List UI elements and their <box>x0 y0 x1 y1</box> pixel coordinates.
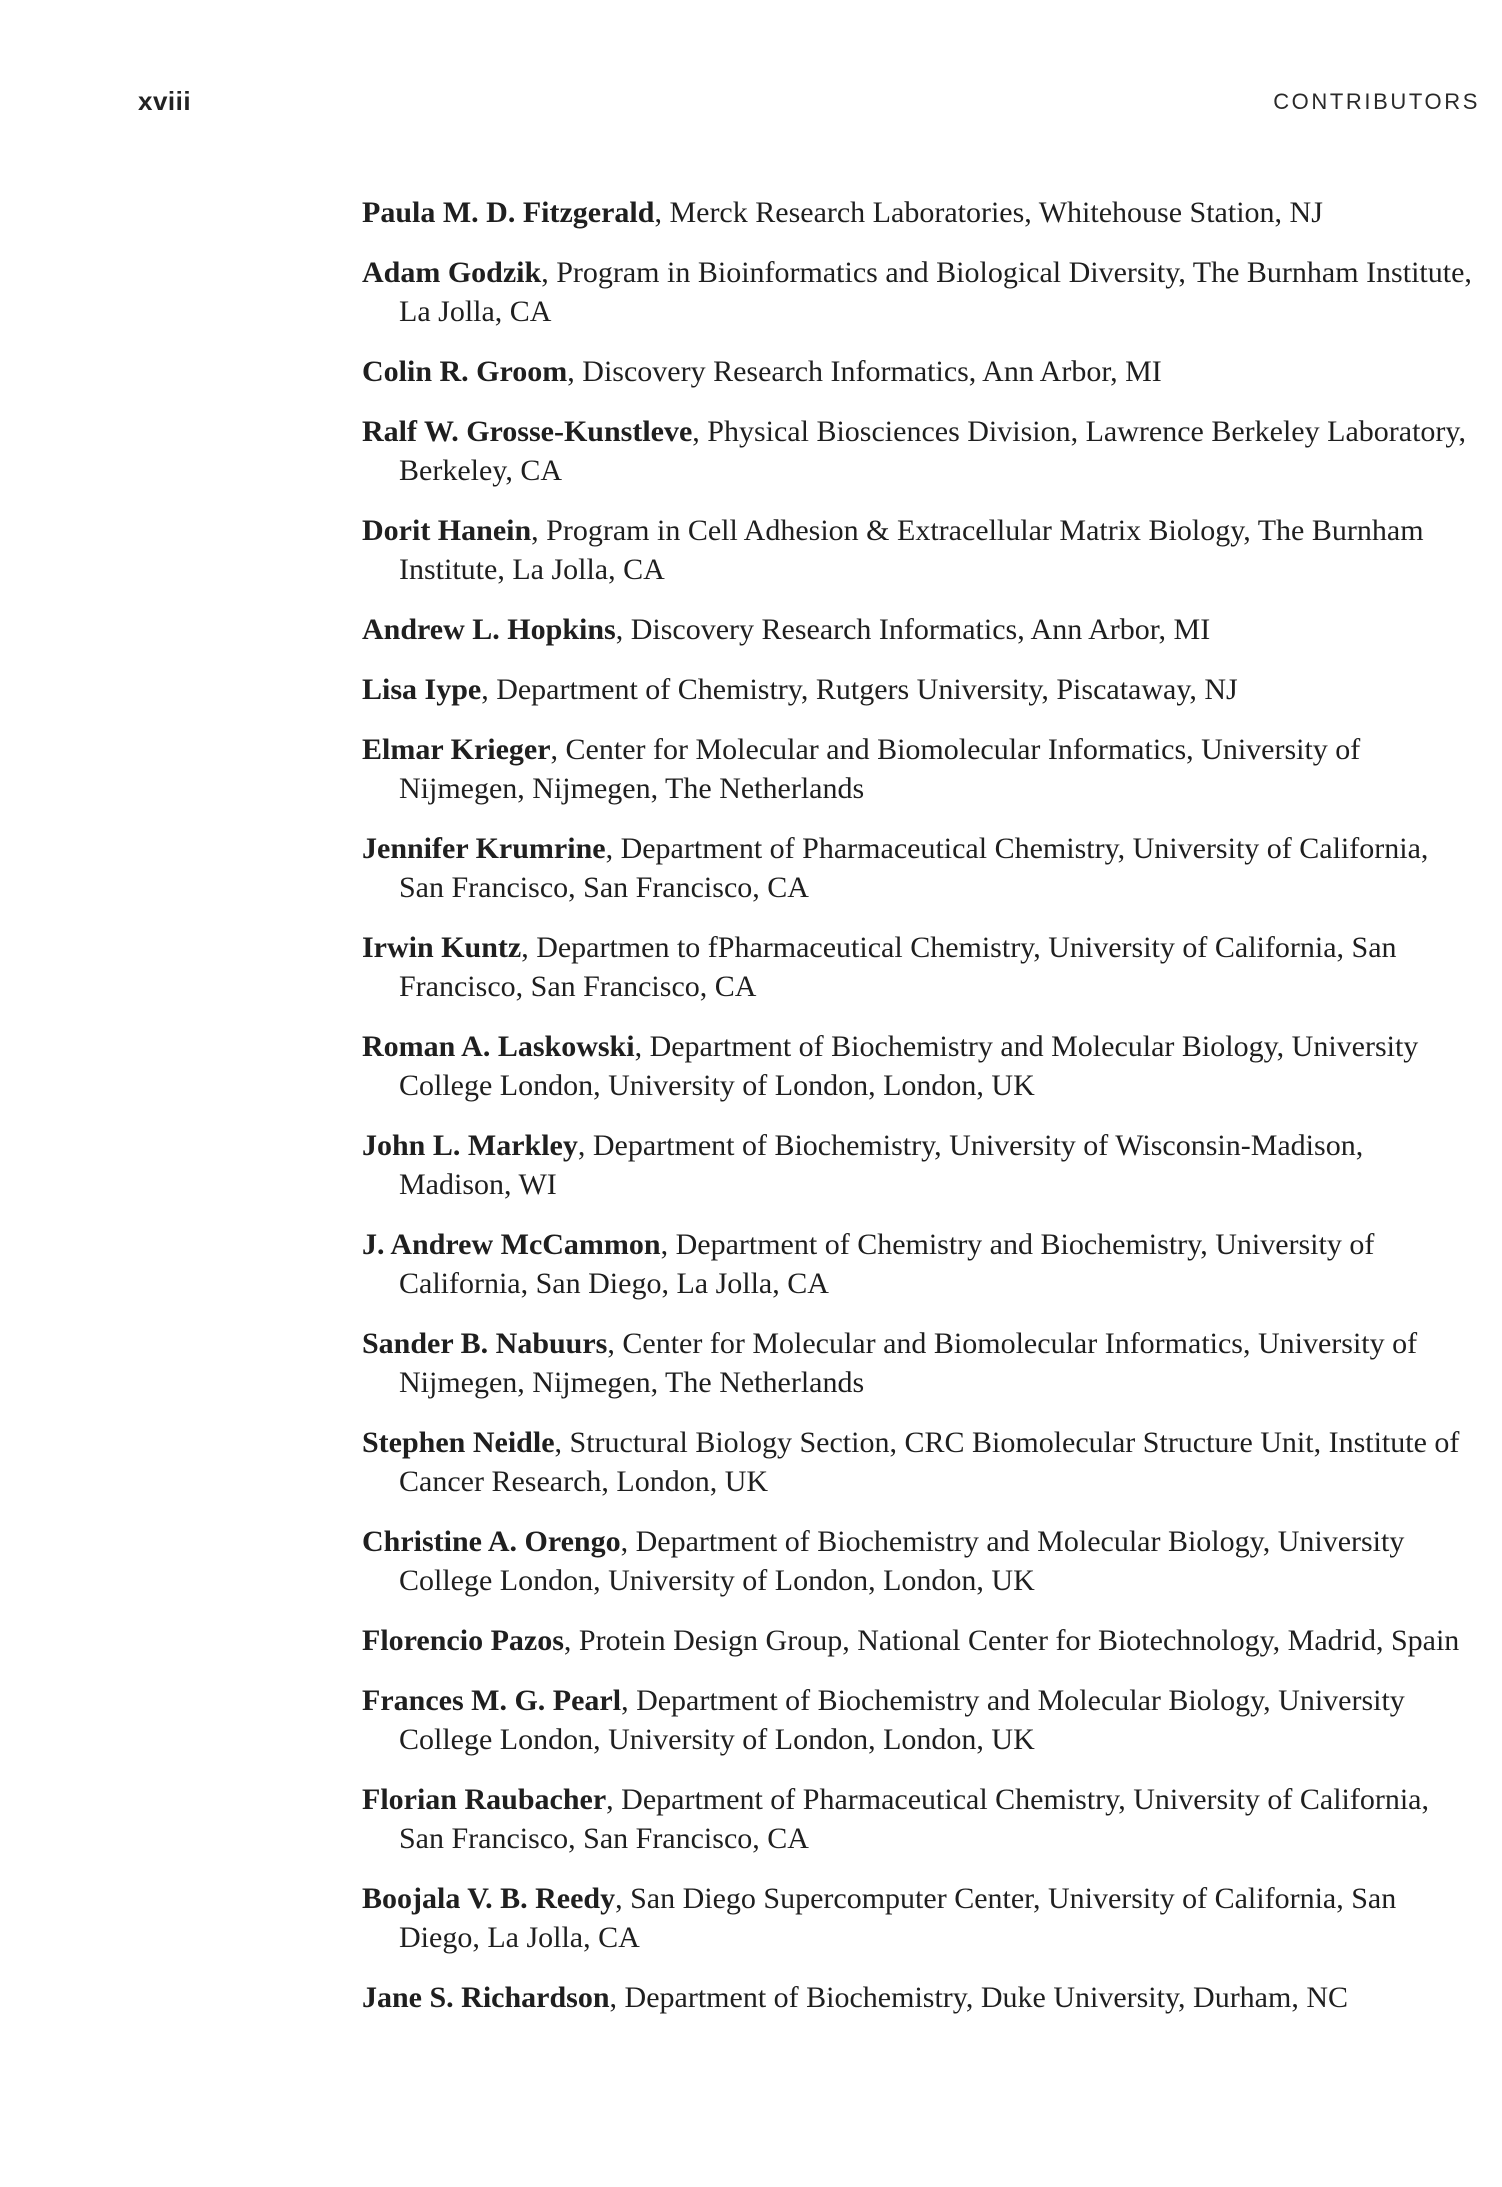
contributor-affiliation: Program in Cell Adhesion & Extracellular Matrix Biology, The Burnham Institute, La Jolla, CA <box>399 514 1424 586</box>
contributor-affiliation: Department of Chemistry and Biochemistry, University of California, San Diego, La Jolla, CA <box>399 1228 1375 1300</box>
running-head: CONTRIBUTORS <box>1273 89 1480 114</box>
contributor-affiliation: Department of Biochemistry and Molecular Biology, University College London, University of London, London, UK <box>399 1030 1419 1102</box>
contributor-name: Adam Godzik <box>362 256 542 289</box>
contributor-affiliation: Department of Biochemistry and Molecular Biology, University College London, University of London, London, UK <box>399 1525 1405 1597</box>
contributor-affiliation: Center for Molecular and Biomolecular Informatics, University of Nijmegen, Nijmegen, The Netherlands <box>399 733 1361 805</box>
contributor-affiliation: Department of Biochemistry and Molecular Biology, University College London, University of London, London, UK <box>399 1684 1405 1756</box>
contributor-affiliation: Discovery Research Informatics, Ann Arbor, MI <box>582 355 1162 388</box>
contributor-affiliation: Merck Research Laboratories, Whitehouse Station, NJ <box>669 196 1323 229</box>
contributor-affiliation: San Diego Supercomputer Center, University of California, San Diego, La Jolla, CA <box>399 1882 1397 1954</box>
contributor-affiliation: Program in Bioinformatics and Biological Diversity, The Burnham Institute, La Jolla, CA <box>399 256 1472 328</box>
contributor-affiliation: Department of Biochemistry, Duke University, Durham, NC <box>624 1981 1349 2014</box>
contributor-name: Colin R. Groom <box>362 355 568 388</box>
contributor-affiliation: Department of Biochemistry, University of Wisconsin-Madison, Madison, WI <box>399 1129 1364 1201</box>
contributor-entry: Florencio Pazos, Protein Design Group, National Center for Biotechnology, Madrid, Spain <box>362 1624 1460 1657</box>
contributor-name: Dorit Hanein <box>362 514 532 547</box>
contributor-entry: Andrew L. Hopkins, Discovery Research Informatics, Ann Arbor, MI <box>362 613 1211 646</box>
contributor-affiliation: Discovery Research Informatics, Ann Arbor, MI <box>630 613 1211 646</box>
contributor-affiliation: Department of Chemistry, Rutgers University, Piscataway, NJ <box>496 673 1238 706</box>
contributor-affiliation: Protein Design Group, National Center for Biotechnology, Madrid, Spain <box>578 1624 1460 1657</box>
contributor-affiliation: Department of Pharmaceutical Chemistry, University of California, San Francisco, San Francisco, CA <box>399 1783 1429 1855</box>
contributor-entry: Irwin Kuntz, Departmen to fPharmaceutical Chemistry, University of California, San Francisco, San Francisco, CA <box>362 931 1397 1003</box>
contributor-affiliation: Department of Pharmaceutical Chemistry, University of California, San Francisco, San Francisco, CA <box>399 832 1429 904</box>
contributor-entry: Elmar Krieger, Center for Molecular and Biomolecular Informatics, University of Nijmegen, Nijmegen, The Netherlands <box>362 733 1361 805</box>
contributor-entry: Adam Godzik, Program in Bioinformatics and Biological Diversity, The Burnham Institute, La Jolla, CA <box>362 256 1472 328</box>
contributor-name: John L. Markley <box>362 1129 578 1162</box>
contributor-entry: Christine A. Orengo, Department of Biochemistry and Molecular Biology, University College London, University of London, London, UK <box>362 1525 1405 1597</box>
contributor-name: Jane S. Richardson <box>362 1981 610 2014</box>
contributor-entry: Jennifer Krumrine, Department of Pharmaceutical Chemistry, University of California, San Francisco, San Francisco, CA <box>362 832 1429 904</box>
contributor-entry: Colin R. Groom, Discovery Research Informatics, Ann Arbor, MI <box>362 355 1162 388</box>
contributor-name: Jennifer Krumrine <box>362 832 606 865</box>
contributor-name: Sander B. Nabuurs <box>362 1327 608 1360</box>
contributor-entry: J. Andrew McCammon, Department of Chemistry and Biochemistry, University of California, San Diego, La Jolla, CA <box>362 1228 1375 1300</box>
contributor-affiliation: Physical Biosciences Division, Lawrence Berkeley Laboratory, Berkeley, CA <box>399 415 1466 487</box>
contributor-entry: Ralf W. Grosse-Kunstleve, Physical Biosciences Division, Lawrence Berkeley Laboratory, Berkeley, CA <box>362 415 1466 487</box>
contributor-affiliation: Structural Biology Section, CRC Biomolecular Structure Unit, Institute of Cancer Research, London, UK <box>399 1426 1460 1498</box>
contributor-list <box>362 193 1474 2038</box>
contributor-affiliation: Departmen to fPharmaceutical Chemistry, University of California, San Francisco, San Francisco, CA <box>399 931 1397 1003</box>
contributor-name: Ralf W. Grosse-Kunstleve <box>362 415 693 448</box>
contributor-name: Florencio Pazos <box>362 1624 564 1657</box>
contributor-name: Andrew L. Hopkins <box>362 613 616 646</box>
contributor-entry: Boojala V. B. Reedy, San Diego Supercomputer Center, University of California, San Diego, La Jolla, CA <box>362 1882 1397 1954</box>
contributor-entry: Sander B. Nabuurs, Center for Molecular and Biomolecular Informatics, University of Nijmegen, Nijmegen, The Netherlands <box>362 1327 1418 1399</box>
contributor-entry: Jane S. Richardson, Department of Biochemistry, Duke University, Durham, NC <box>362 1981 1349 2014</box>
contributor-name: J. Andrew McCammon <box>362 1228 661 1261</box>
contributor-entry: Paula M. D. Fitzgerald, Merck Research Laboratories, Whitehouse Station, NJ <box>362 196 1323 229</box>
page-number: xviii <box>138 86 192 116</box>
contributor-name: Stephen Neidle <box>362 1426 555 1459</box>
contributor-entry: Frances M. G. Pearl, Department of Biochemistry and Molecular Biology, University College London, University of London, London, UK <box>362 1684 1405 1756</box>
contributor-entry: Stephen Neidle, Structural Biology Section, CRC Biomolecular Structure Unit, Institute of Cancer Research, London, UK <box>362 1426 1460 1498</box>
contributor-name: Elmar Krieger <box>362 733 551 766</box>
contributor-name: Lisa Iype <box>362 673 482 706</box>
contributor-name: Florian Raubacher <box>362 1783 607 1816</box>
contributor-name: Christine A. Orengo <box>362 1525 621 1558</box>
contributor-entry: Florian Raubacher, Department of Pharmaceutical Chemistry, University of California, San Francisco, San Francisco, CA <box>362 1783 1429 1855</box>
contributor-entry: Dorit Hanein, Program in Cell Adhesion & Extracellular Matrix Biology, The Burnham Institute, La Jolla, CA <box>362 514 1424 586</box>
contributor-entry: Roman A. Laskowski, Department of Biochemistry and Molecular Biology, University College London, University of London, London, UK <box>362 1030 1419 1102</box>
contributor-name: Irwin Kuntz <box>362 931 522 964</box>
contributor-affiliation: Center for Molecular and Biomolecular Informatics, University of Nijmegen, Nijmegen, The Netherlands <box>399 1327 1418 1399</box>
contributor-name: Frances M. G. Pearl <box>362 1684 622 1717</box>
contributor-name: Boojala V. B. Reedy <box>362 1882 616 1915</box>
contributor-name: Roman A. Laskowski <box>362 1030 635 1063</box>
contributor-entry: John L. Markley, Department of Biochemistry, University of Wisconsin-Madison, Madison, WI <box>362 1129 1364 1201</box>
contributor-entry: Lisa Iype, Department of Chemistry, Rutgers University, Piscataway, NJ <box>362 673 1238 706</box>
contributor-name: Paula M. D. Fitzgerald <box>362 196 655 229</box>
